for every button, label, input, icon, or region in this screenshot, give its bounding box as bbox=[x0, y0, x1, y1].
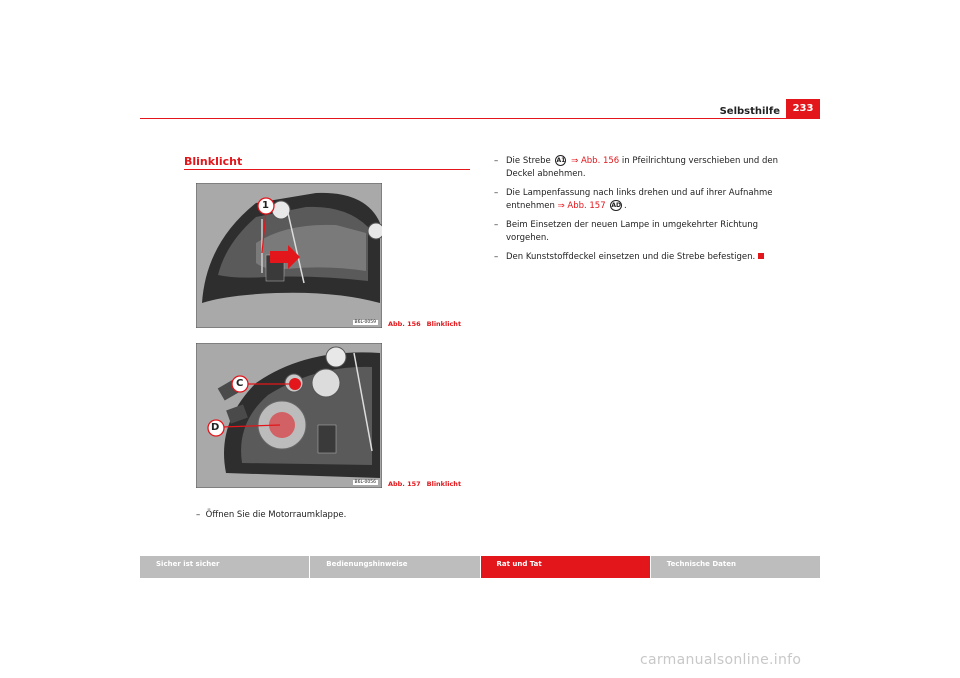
step-item bbox=[494, 187, 784, 212]
step-text: Die Strebe bbox=[506, 156, 551, 166]
callout-1: 1 bbox=[262, 200, 269, 211]
footer-tab-sicher-ist-sicher[interactable]: Sicher ist sicher bbox=[140, 556, 309, 578]
dash: – bbox=[494, 220, 499, 230]
caption-label: Abb. 157 bbox=[388, 480, 421, 488]
dash: – bbox=[494, 188, 499, 198]
figure-157-svg bbox=[196, 343, 382, 488]
figure-caption bbox=[388, 480, 461, 488]
dash: – bbox=[494, 156, 499, 166]
step-text: Öffnen Sie die Motorraumklappe. bbox=[205, 510, 347, 520]
callout-d: D bbox=[211, 422, 220, 433]
footer-tab-technische-daten[interactable]: Technische Daten bbox=[651, 556, 820, 578]
figure-reference-link[interactable]: ⇒ Abb. 156 bbox=[571, 156, 620, 166]
caption-text: Blinklicht bbox=[426, 480, 462, 488]
dash: – bbox=[196, 510, 201, 520]
figure-156-illustration bbox=[196, 183, 382, 328]
caption-label: Abb. 156 bbox=[388, 320, 421, 328]
section-rule bbox=[184, 169, 470, 170]
callout-badge-a1: A1 bbox=[556, 157, 566, 164]
dash: – bbox=[494, 252, 499, 262]
step-text: . bbox=[623, 200, 627, 211]
page-number: 233 bbox=[786, 99, 820, 118]
figure-156-svg bbox=[196, 183, 382, 328]
step-text: Die Lampenfassung nach links drehen und auf ihrer Aufnahme entnehmen bbox=[506, 188, 773, 211]
callout-c: C bbox=[236, 378, 244, 389]
header-rule bbox=[140, 118, 820, 119]
figure-157-illustration bbox=[196, 343, 382, 488]
step-item bbox=[494, 155, 784, 180]
figure-caption bbox=[388, 320, 461, 328]
footer-tab-bedienungshinweise[interactable]: Bedienungshinweise bbox=[310, 556, 479, 578]
instruction-steps bbox=[494, 155, 784, 271]
header-title: Selbsthilfe bbox=[719, 106, 780, 117]
caption-text: Blinklicht bbox=[426, 320, 462, 328]
step-text: Beim Einsetzen der neuen Lampe in umgekehrter Richtung vorgehen. bbox=[506, 220, 759, 243]
figure-code: B6L-0059 bbox=[354, 320, 376, 325]
figure-reference-link[interactable]: ⇒ Abb. 157 bbox=[557, 200, 606, 211]
end-of-section-marker bbox=[758, 253, 764, 259]
section-title: Blinklicht bbox=[184, 155, 243, 168]
figure-code: B6L-0056 bbox=[354, 480, 376, 485]
step-open-hood bbox=[196, 509, 466, 522]
step-text: Den Kunststoffdeckel einsetzen und die Strebe befestigen. bbox=[506, 252, 756, 262]
footer-navigation bbox=[140, 556, 820, 578]
step-item bbox=[494, 219, 784, 244]
footer-tab-rat-und-tat[interactable]: Rat und Tat bbox=[481, 556, 650, 578]
step-item bbox=[494, 251, 784, 264]
step-text: in Pfeilrichtung verschieben und den Deckel abnehmen. bbox=[506, 156, 778, 179]
watermark: carmanualsonline.info bbox=[640, 652, 802, 668]
callout-badge-ad: AD bbox=[611, 201, 621, 209]
